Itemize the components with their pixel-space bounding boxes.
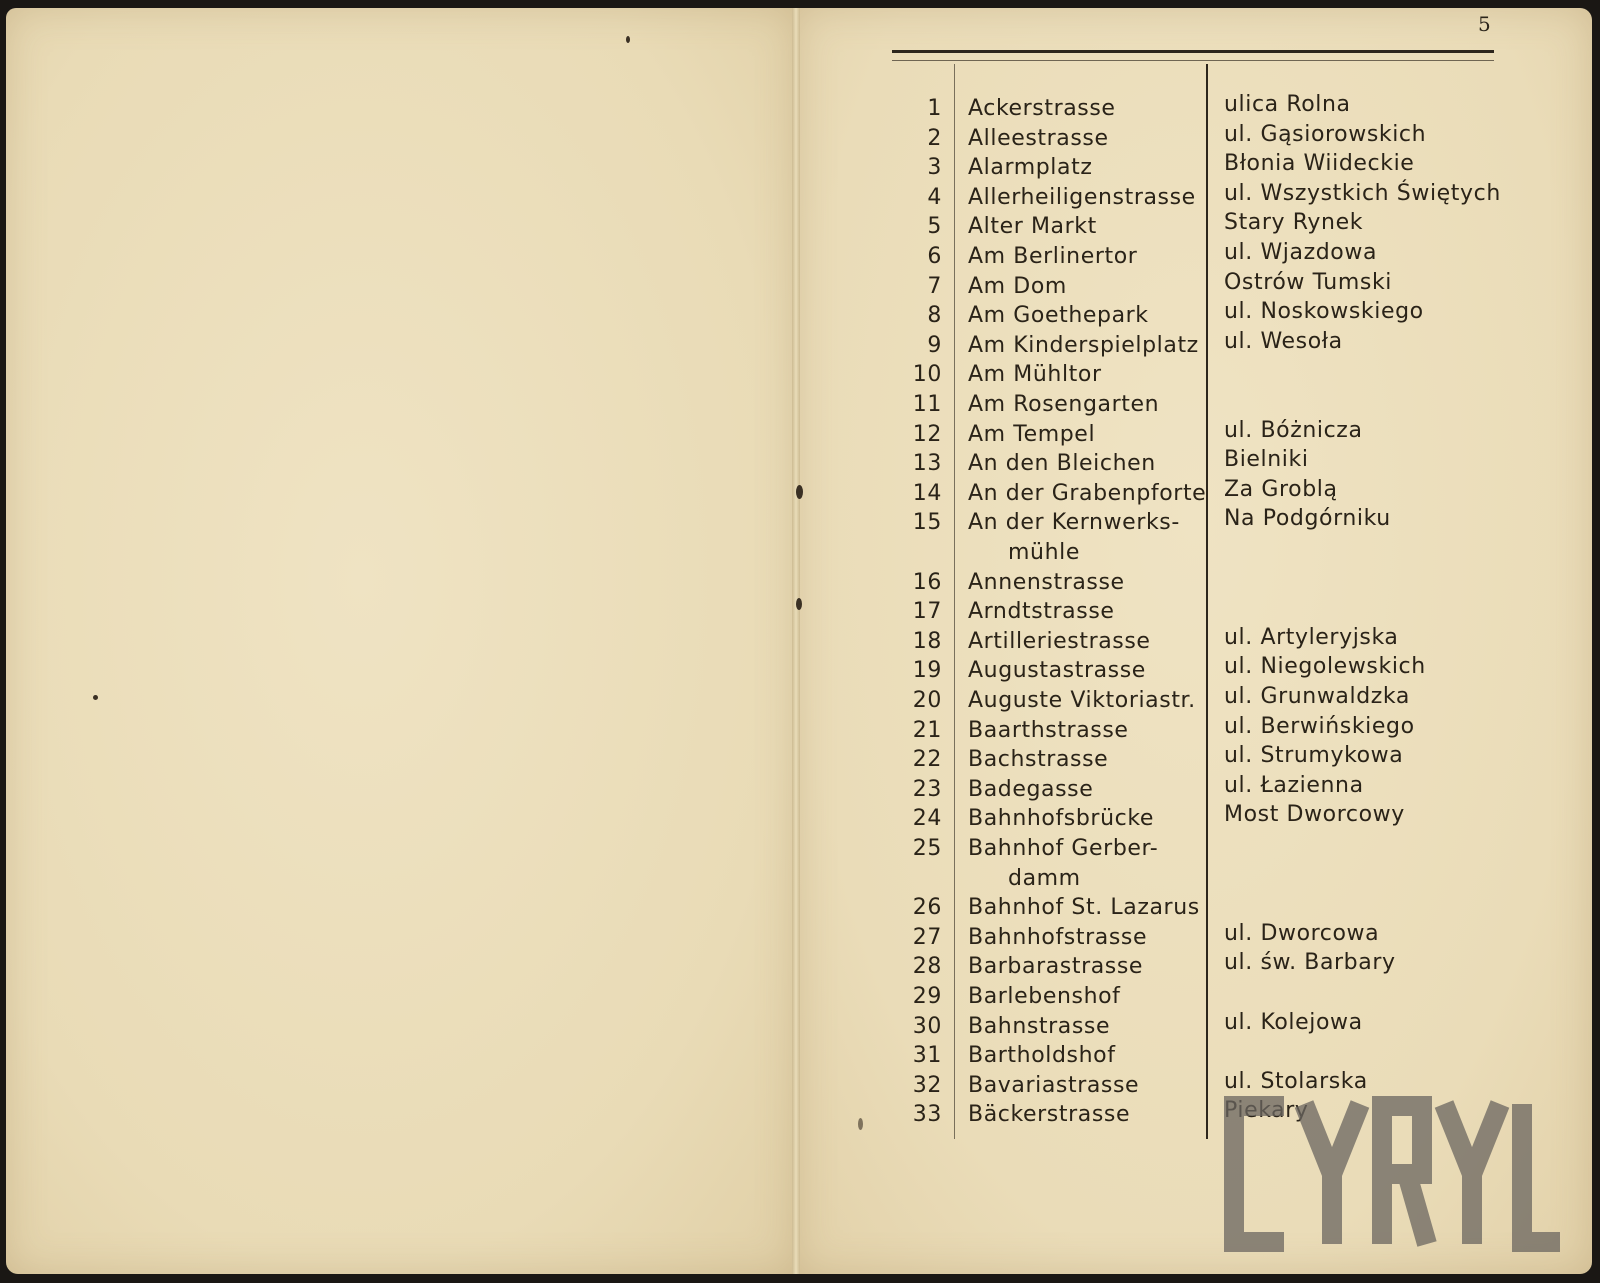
german-street-name: An der Kernwerks- bbox=[968, 510, 1180, 536]
speck bbox=[796, 598, 802, 610]
entry-number: 33 bbox=[912, 1102, 942, 1128]
german-street-name: Am Berlinertor bbox=[968, 244, 1138, 269]
german-street-name: Barlebenshof bbox=[968, 984, 1121, 1009]
german-street-name: An der Grabenpforte bbox=[968, 480, 1207, 506]
top-rule-thin bbox=[892, 60, 1494, 61]
entry-number: 31 bbox=[912, 1043, 942, 1069]
polish-street-name: ul. św. Barbary bbox=[1224, 950, 1396, 976]
entry-number: 6 bbox=[927, 244, 942, 269]
book-spine bbox=[792, 8, 800, 1274]
polish-street-name: ul. Niegolewskich bbox=[1224, 654, 1426, 680]
german-street-name: Annenstrasse bbox=[968, 569, 1125, 595]
polish-street-name: ul. Łazienna bbox=[1224, 772, 1364, 798]
polish-street-name: ul. Wszystkich Świętych bbox=[1224, 180, 1501, 206]
german-street-name: Bahnhofstrasse bbox=[968, 924, 1148, 950]
german-street-name: mühle bbox=[1008, 540, 1080, 565]
german-street-name: Bachstrasse bbox=[968, 747, 1109, 773]
polish-street-name: Błonia Wiideckie bbox=[1224, 151, 1415, 177]
column-divider-left bbox=[954, 64, 955, 1139]
polish-street-name: ul. Dworcowa bbox=[1224, 920, 1380, 946]
german-street-name: Bahnhof St. Lazarus bbox=[968, 895, 1200, 921]
entry-number: 17 bbox=[912, 599, 942, 625]
entry-number: 3 bbox=[927, 155, 942, 181]
german-street-name: Allerheiligenstrasse bbox=[968, 184, 1196, 210]
page-number: 5 bbox=[1478, 12, 1491, 36]
entry-number: 29 bbox=[912, 984, 942, 1009]
polish-street-name: ul. Grunwaldzka bbox=[1224, 684, 1410, 709]
polish-street-name: ul. Noskowskiego bbox=[1224, 299, 1424, 325]
entry-number: 24 bbox=[912, 806, 942, 832]
german-street-name: Alleestrasse bbox=[968, 125, 1109, 151]
speck bbox=[93, 695, 98, 700]
polish-street-name: Bielniki bbox=[1224, 447, 1309, 473]
entry-number: 22 bbox=[912, 747, 942, 773]
german-street-name: Am Goethepark bbox=[968, 303, 1149, 329]
entry-number: 27 bbox=[912, 924, 942, 950]
column-divider-main bbox=[1206, 64, 1208, 1139]
german-street-name: Augustastrasse bbox=[968, 658, 1146, 684]
entry-number: 32 bbox=[912, 1072, 942, 1098]
entry-number: 20 bbox=[912, 688, 942, 713]
german-street-name: Am Rosengarten bbox=[968, 392, 1160, 417]
german-street-name: Arndtstrasse bbox=[968, 599, 1115, 625]
entry-number: 4 bbox=[927, 184, 942, 210]
entry-number: 8 bbox=[927, 303, 942, 329]
polish-street-name: ul. Artyleryjska bbox=[1224, 624, 1399, 650]
polish-street-name: Na Podgórniku bbox=[1224, 506, 1391, 532]
polish-street-name: ul. Berwińskiego bbox=[1224, 713, 1415, 739]
polish-street-name: ul. Wjazdowa bbox=[1224, 240, 1378, 265]
german-street-name: Am Kinderspielplatz bbox=[968, 332, 1199, 358]
german-street-name: Bahnhofsbrücke bbox=[968, 806, 1155, 832]
entry-number: 2 bbox=[927, 125, 942, 151]
german-street-name: Bäckerstrasse bbox=[968, 1102, 1131, 1128]
entry-number: 30 bbox=[912, 1013, 942, 1039]
polish-street-name: Most Dworcowy bbox=[1224, 802, 1405, 828]
german-street-name: Bavariastrasse bbox=[968, 1072, 1140, 1098]
polish-street-name: Stary Rynek bbox=[1224, 210, 1364, 236]
entry-number: 9 bbox=[927, 332, 942, 358]
polish-street-name: ul. Gąsiorowskich bbox=[1224, 121, 1427, 147]
polish-street-name: Za Groblą bbox=[1224, 476, 1338, 502]
german-street-name: Am Dom bbox=[968, 273, 1067, 299]
german-street-name: Ackerstrasse bbox=[968, 96, 1116, 121]
entry-number: 28 bbox=[912, 954, 942, 980]
german-street-name: Bahnstrasse bbox=[968, 1013, 1111, 1039]
top-rule bbox=[892, 50, 1494, 53]
entry-number: 7 bbox=[927, 273, 942, 299]
entry-number: 23 bbox=[912, 776, 942, 802]
entry-number: 1 bbox=[927, 96, 942, 121]
speck bbox=[796, 485, 803, 499]
german-street-name: Am Mühltor bbox=[968, 362, 1102, 388]
polish-street-name: Piekary bbox=[1224, 1098, 1309, 1124]
entry-number: 19 bbox=[912, 658, 942, 684]
german-street-name: Barbarastrasse bbox=[968, 954, 1144, 980]
german-street-name: Am Tempel bbox=[968, 421, 1096, 447]
entry-number: 26 bbox=[912, 895, 942, 921]
polish-street-name: ul. Stolarska bbox=[1224, 1068, 1368, 1094]
speck bbox=[858, 1118, 863, 1130]
polish-street-name: ul. Bóżnicza bbox=[1224, 417, 1363, 443]
polish-street-name: ul. Kolejowa bbox=[1224, 1009, 1363, 1035]
entry-number: 25 bbox=[912, 836, 942, 861]
entry-number: 21 bbox=[912, 717, 942, 743]
entry-number: 5 bbox=[927, 214, 942, 240]
german-street-name: Badegasse bbox=[968, 776, 1094, 802]
entry-number: 14 bbox=[912, 480, 942, 506]
entry-number: 11 bbox=[912, 392, 942, 417]
polish-street-name: ulica Rolna bbox=[1224, 92, 1351, 117]
speck bbox=[626, 36, 630, 43]
watermark-logo bbox=[1222, 1094, 1562, 1254]
left-page bbox=[6, 8, 796, 1274]
polish-street-name: ul. Strumykowa bbox=[1224, 743, 1404, 769]
german-street-name: Artilleriestrasse bbox=[968, 628, 1151, 654]
entry-number: 13 bbox=[912, 451, 942, 477]
german-street-name: Alarmplatz bbox=[968, 155, 1093, 181]
polish-street-name: ul. Wesoła bbox=[1224, 328, 1343, 354]
german-street-name: Alter Markt bbox=[968, 214, 1097, 240]
polish-street-name: Ostrów Tumski bbox=[1224, 269, 1392, 295]
entry-number: 18 bbox=[912, 628, 942, 654]
german-street-name: Bahnhof Gerber- bbox=[968, 836, 1159, 861]
entry-number: 12 bbox=[912, 421, 942, 447]
german-street-name: damm bbox=[1008, 865, 1081, 891]
german-street-name: Auguste Viktoriastr. bbox=[968, 688, 1196, 713]
german-street-name: Baarthstrasse bbox=[968, 717, 1129, 743]
entry-number: 16 bbox=[912, 569, 942, 595]
entry-number: 15 bbox=[912, 510, 942, 536]
german-street-name: Bartholdshof bbox=[968, 1043, 1116, 1069]
german-street-name: An den Bleichen bbox=[968, 451, 1156, 477]
entry-number: 10 bbox=[912, 362, 942, 388]
